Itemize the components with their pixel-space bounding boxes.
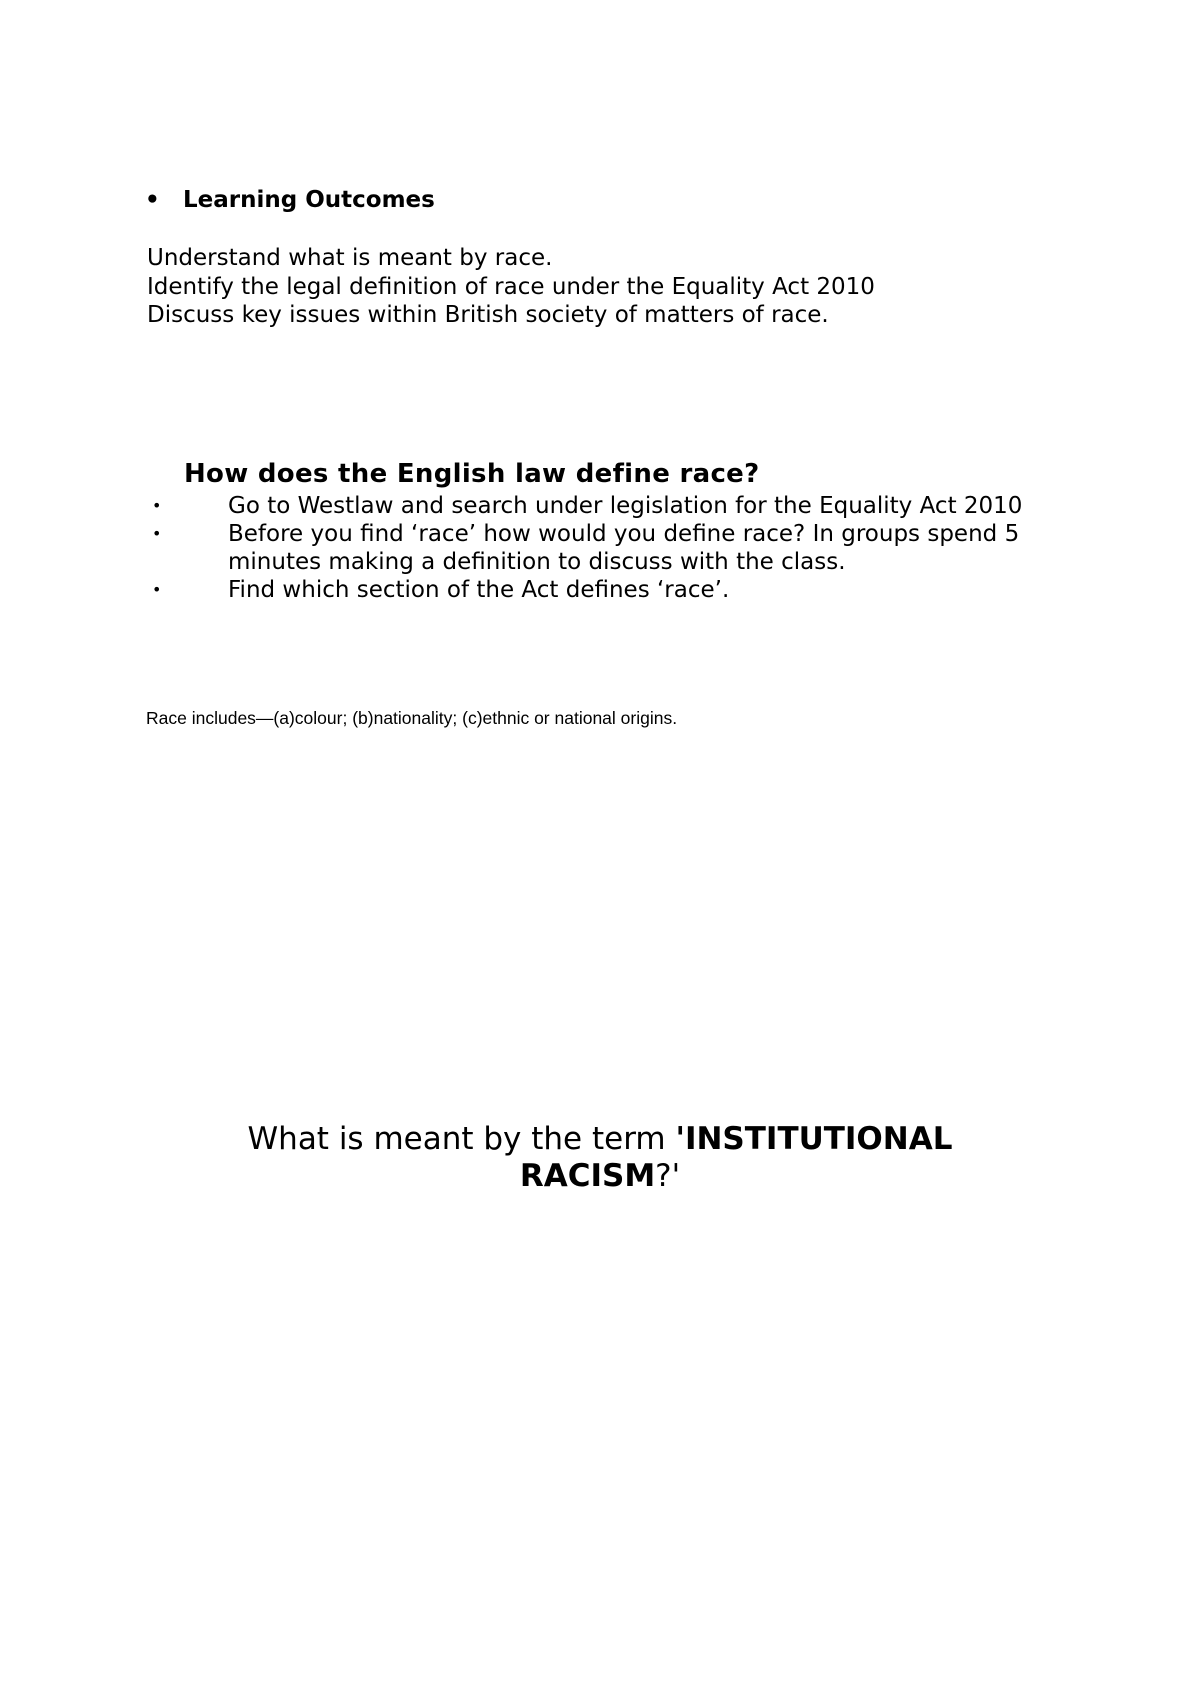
question-prefix: What is meant by the term xyxy=(247,1121,676,1157)
section-heading: How does the English law define race? xyxy=(184,459,760,489)
learning-outcome-item: Understand what is meant by race. xyxy=(147,245,553,271)
learning-outcome-item: Identify the legal definition of race under the Equality Act 2010 xyxy=(147,273,875,300)
task-list xyxy=(147,492,1047,604)
task-item xyxy=(147,576,1047,604)
race-definition: Race includes—(a)colour; (b)nationality; (c)ethnic or national origins. xyxy=(146,708,678,728)
task-item xyxy=(147,492,1047,520)
discussion-question xyxy=(200,1121,1000,1195)
bullet-icon: • xyxy=(145,187,160,213)
bullet-icon: • xyxy=(152,496,162,515)
learning-outcomes-heading xyxy=(145,186,435,214)
task-text: Before you find ‘race’ how would you define race? In groups spend 5 minutes making a definition to discuss with the class. xyxy=(228,521,1020,575)
learning-outcome-item: Discuss key issues within British society of matters of race. xyxy=(147,302,829,328)
bullet-icon: • xyxy=(152,580,162,599)
task-text: Go to Westlaw and search under legislation for the Equality Act 2010 xyxy=(228,493,1023,519)
task-text: Find which section of the Act defines ‘race’. xyxy=(228,577,730,603)
question-suffix: ?' xyxy=(655,1158,681,1194)
task-item xyxy=(147,520,1047,576)
question-term: INSTITUTIONAL RACISM xyxy=(519,1121,953,1194)
bullet-icon: • xyxy=(152,524,162,543)
learning-outcomes-title: Learning Outcomes xyxy=(183,187,435,213)
learning-outcomes-list xyxy=(147,244,875,330)
question-quote-open: ' xyxy=(675,1121,685,1157)
